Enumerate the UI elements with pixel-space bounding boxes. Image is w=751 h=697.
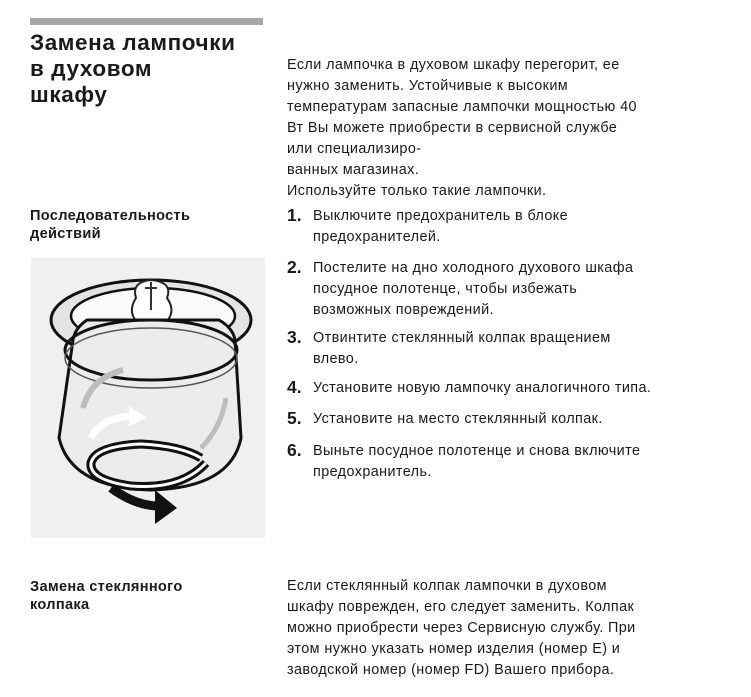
intro-line: температурам запасные лампочки мощностью 40 xyxy=(287,99,637,115)
step-number: 4. xyxy=(287,377,302,397)
replacement-line: можно приобрести через Сервисную службу. При xyxy=(287,620,636,636)
procedure-heading-line: действий xyxy=(30,226,101,242)
replacement-line: Если стеклянный колпак лампочки в духовом xyxy=(287,578,607,594)
intro-line: Если лампочка в духовом шкафу перегорит, ее xyxy=(287,57,620,73)
step-text xyxy=(313,441,728,483)
procedure-heading xyxy=(30,207,190,243)
step-line: Постелите на дно холодного духового шкафа xyxy=(313,260,634,276)
step-text xyxy=(313,206,728,248)
step-text xyxy=(313,409,728,430)
replacement-line: заводской номер (номер FD) Вашего прибора. xyxy=(287,662,615,678)
step-text xyxy=(313,328,728,370)
title-line: шкафу xyxy=(30,82,108,107)
replacement-paragraph xyxy=(287,576,717,681)
replacement-line: шкафу поврежден, его следует заменить. Колпак xyxy=(287,599,635,615)
step-line: Выключите предохранитель в блоке xyxy=(313,208,569,224)
step-number: 3. xyxy=(287,327,302,347)
replacement-heading xyxy=(30,578,183,614)
step-line: Отвинтите стеклянный колпак вращением xyxy=(313,330,611,346)
replacement-line: этом нужно указать номер изделия (номер E) и xyxy=(287,641,621,657)
step-line: предохранителей. xyxy=(313,229,441,245)
title-line: Замена лампочки xyxy=(30,30,236,55)
step-number: 2. xyxy=(287,257,302,277)
step-line: Установите новую лампочку аналогичного типа. xyxy=(313,380,652,396)
intro-paragraph xyxy=(287,55,707,202)
replacement-heading-line: колпака xyxy=(30,597,90,613)
intro-line: ванных магазинах. xyxy=(287,162,420,178)
intro-line: Вт Вы можете приобрести в сервисной службе xyxy=(287,120,618,136)
step-number: 1. xyxy=(287,205,302,225)
step-line: предохранитель. xyxy=(313,464,432,480)
procedure-heading-line: Последовательность xyxy=(30,208,191,224)
step-number: 5. xyxy=(287,408,302,428)
step-line: посудное полотенце, чтобы избежать xyxy=(313,281,578,297)
step-line: влево. xyxy=(313,351,359,367)
lamp-cover-illustration xyxy=(31,258,265,538)
replacement-heading-line: Замена стеклянного xyxy=(30,579,183,595)
step-text xyxy=(313,378,728,399)
oven-lamp-cover-rotate-left-icon xyxy=(31,258,265,538)
intro-line: Используйте только такие лампочки. xyxy=(287,183,547,199)
intro-line: нужно заменить. Устойчивые к высоким xyxy=(287,78,569,94)
intro-line: или специализиро- xyxy=(287,141,422,157)
step-line: возможных повреждений. xyxy=(313,302,494,318)
section-top-rule xyxy=(30,18,263,25)
step-number: 6. xyxy=(287,440,302,460)
title-line: в духовом xyxy=(30,56,153,81)
page-title xyxy=(30,30,270,108)
step-line: Выньте посудное полотенце и снова включите xyxy=(313,443,641,459)
step-line: Установите на место стеклянный колпак. xyxy=(313,411,603,427)
step-text xyxy=(313,258,728,321)
